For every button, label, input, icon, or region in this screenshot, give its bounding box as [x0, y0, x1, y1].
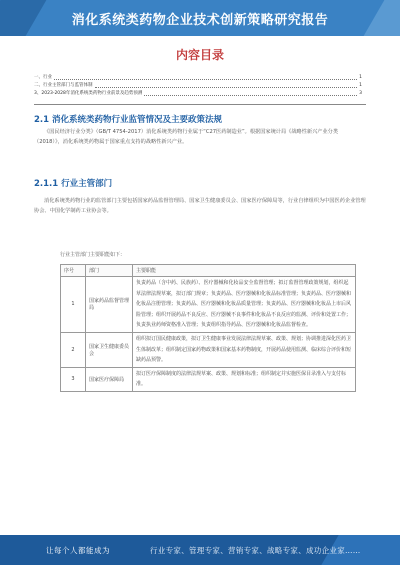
column-header: 序号 [61, 265, 86, 277]
footer-roles: 行业专家、管理专家、营销专家、战略专家、成功企业家…… [150, 546, 361, 555]
row-number: 2 [61, 332, 86, 367]
table-header-row [61, 265, 356, 277]
toc-item-label: 一、行业 [34, 75, 52, 80]
department-name: 国家医疗保障局 [86, 367, 133, 391]
toc-title: 内容目录 [175, 48, 224, 62]
departments-table [60, 264, 356, 392]
row-number: 1 [61, 277, 86, 333]
subsection-body: 消化系统类药物行业的监管部门主要包括国家药品监督管理局、国家卫生健康委员会、国家医疗保障局等，行业自律组织为中国医药企业管理协会、中国化学制药工业协会等。 [34, 198, 366, 214]
toc-item-page: 1 [359, 83, 362, 88]
column-header: 部门 [86, 265, 133, 277]
department-duties: 负责药品（含中药、民族药）、医疗器械和化妆品安全监督管理；拟订监督管理政策规划，组织起草法律法规草案，拟订部门规章；负责药品、医疗器械和化妆品标准管理；负责药品、医疗器械和化妆品注册管理；负责药品、医疗器械和化妆品质量管理；负责药品、医疗器械和化妆品上市后风险管理；组织开展药品不良反应、医疗器械不良事件和化妆品不良反应的监测、评价和处置工作；负责执业药师资格准入管理；负责组织指导药品、医疗器械和化妆品监督检查。 [133, 277, 356, 333]
table-row [61, 277, 356, 333]
report-header [0, 0, 400, 36]
toc-item-page: 1 [359, 75, 362, 80]
table-of-contents [34, 74, 362, 98]
subsection-heading: 2.1.1 行业主管部门 [34, 179, 113, 189]
toc-item[interactable] [34, 90, 362, 98]
footer-slogan: 让每个人都能成为 [46, 546, 110, 555]
section-intro: 《国民经济行业分类》（GB/T 4754-2017）消化系统类药物行业属于“C27医药制造业”。根据国家统计局《战略性新兴产业分类（2018）》，消化系统类药物属于国家重点支持的战略性新兴产业。 [34, 129, 339, 145]
toc-leader [95, 82, 358, 88]
row-number: 3 [61, 367, 86, 391]
department-name: 国家卫生健康委员会 [86, 332, 133, 367]
toc-leader [54, 74, 357, 80]
table-row [61, 332, 356, 367]
department-name: 国家药品监督管理局 [86, 277, 133, 333]
toc-item-page: 3 [359, 91, 362, 96]
department-duties: 组织拟订国民健康政策，拟订卫生健康事业发展法律法规草案、政策、规划；协调推进深化医药卫生体制改革；组织制定国家药物政策和国家基本药物制度，开展药品使用监测、临床综合评价和短缺药品预警。 [133, 332, 356, 367]
column-header: 主要职能 [133, 265, 356, 277]
table-caption: 行业主管部门主要职能如下： [60, 252, 126, 258]
toc-item-label: 3、2023-2028年消化系统类药物行业前景及趋势预测 [34, 91, 143, 96]
toc-leader [144, 90, 357, 96]
toc-item[interactable] [34, 74, 362, 82]
report-title: 消化系统类药物企业技术创新策略研究报告 [71, 13, 329, 28]
toc-item-label: 二、行业主管部门与监管体制 [34, 83, 93, 88]
section-divider [34, 104, 366, 105]
department-duties: 拟订医疗保障制度的法律法规草案、政策、规划和标准；组织制定并实施医保目录准入与支付标准。 [133, 367, 356, 391]
page-footer [0, 535, 400, 565]
table-row [61, 367, 356, 391]
section-heading: 2.1 消化系统类药物行业监管情况及主要政策法规 [34, 115, 223, 125]
toc-item[interactable] [34, 82, 362, 90]
